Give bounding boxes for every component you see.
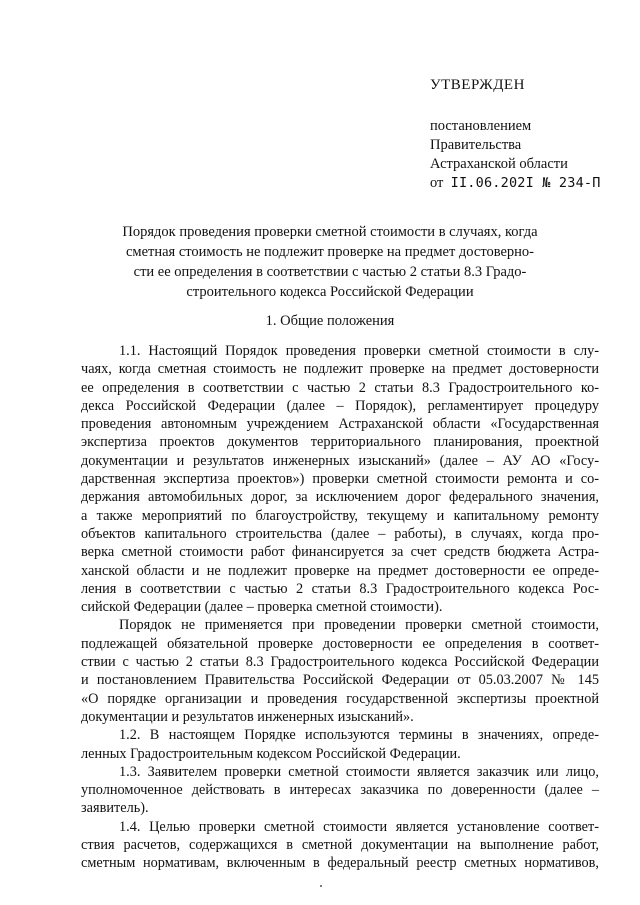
- document-title-line: Порядок проведения проверки сметной стоимости в случаях, когда: [122, 224, 538, 240]
- body-line: ее определения в соответствии с частью 2 статьи 8.3 Градостроительного ко-: [81, 379, 599, 396]
- body-line: ствии с частью 2 статьи 8.3 Градостроительного кодекса Российской Федерации: [81, 654, 599, 671]
- document-title-line: сметная стоимость не подлежит проверке на предмет достоверно-: [125, 244, 535, 260]
- body-line: экспертиза проектов документов территориального планирования, проектной: [81, 434, 599, 451]
- section-heading: 1. Общие положения: [265, 313, 395, 329]
- body-line: чаях, когда сметная стоимость не подлежит проверке на предмет достоверности: [81, 361, 599, 378]
- document-title-line: сти ее определения в соответствии с частью 2 статьи 8.3 Градо-: [133, 264, 527, 280]
- body-line: и постановлением Правительства Российской Федерации от 05.03.2007 № 145: [81, 672, 599, 689]
- body-line: Порядок не применяется при проведении проверки сметной стоимости,: [119, 617, 599, 634]
- body-line: проведения автономным учреждением Астраханской области «Государственная: [81, 416, 599, 433]
- body-line: 1.2. В настоящем Порядке используются термины в значениях, опреде-: [119, 727, 599, 744]
- body-line: ханской области и не подлежит проверке на предмет достоверности ее опреде-: [81, 562, 599, 579]
- body-line: 1.4. Целью проверки сметной стоимости является установление соответ-: [119, 818, 599, 835]
- body-line: «О порядке организации и проведения государственной экспертизы проектной: [81, 690, 599, 707]
- body-line: документации и результатов инженерных изысканий».: [81, 708, 414, 725]
- body-line: ленных Градостроительным кодексом Российской Федерации.: [81, 745, 461, 762]
- document-title-line: строительного кодекса Российской Федерации: [186, 284, 474, 300]
- body-line: заявитель).: [81, 800, 149, 817]
- approval-date-prefix: от: [430, 175, 444, 191]
- body-line: дарственная экспертиза проектов») проверки сметной стоимости ремонта и со-: [81, 471, 599, 488]
- body-line: ления в соответствии с частью 2 статьи 8.3 Градостроительного кодекса Рос-: [81, 580, 599, 597]
- approval-line: постановлением: [430, 118, 532, 134]
- body-line: подлежащей обязательной проверке достоверности ее определения в соответ-: [81, 635, 599, 652]
- body-line: сийской Федерации (далее – проверка сметной стоимости).: [81, 599, 443, 616]
- body-line: а также мероприятий по благоустройству, текущему и капитальному ремонту: [81, 507, 599, 524]
- approval-title: УТВЕРЖДЕН: [430, 77, 525, 93]
- document-title: [80, 222, 580, 302]
- body-line: документации и результатов инженерных изысканий» (далее – АУ АО «Госу-: [81, 452, 599, 469]
- body-text: [81, 342, 599, 873]
- body-line: держания автомобильных дорог, за исключением дорог федерального значения,: [81, 489, 599, 506]
- body-line: верка сметной стоимости работ финансируется за счет средств бюджета Астра-: [81, 544, 599, 561]
- body-line: ствия расчетов, содержащихся в сметной документации на выполнение работ,: [81, 837, 599, 854]
- body-line: 1.3. Заявителем проверки сметной стоимости является заказчик или лицо,: [119, 763, 599, 780]
- body-line: 1.1. Настоящий Порядок проведения проверки сметной стоимости в слу-: [119, 343, 599, 359]
- body-line: декса Российской Федерации (далее – Порядок), регламентирует процедуру: [81, 397, 599, 414]
- approval-block: [430, 76, 630, 193]
- body-line: объектов капитального строительства (далее – работы), в случаях, когда про-: [81, 525, 599, 542]
- scan-speck: [320, 885, 322, 887]
- approval-date-line: [430, 174, 630, 193]
- body-line: уполномоченное действовать в интересах заказчика по доверенности (далее –: [81, 782, 599, 799]
- approval-line: Правительства: [430, 137, 522, 153]
- body-line: сметным нормативам, включенным в федеральный реестр сметных нормативов,: [81, 855, 599, 872]
- approval-line: Астраханской области: [430, 156, 568, 172]
- approval-date-stamp: II.06.202I № 234-П: [450, 175, 601, 191]
